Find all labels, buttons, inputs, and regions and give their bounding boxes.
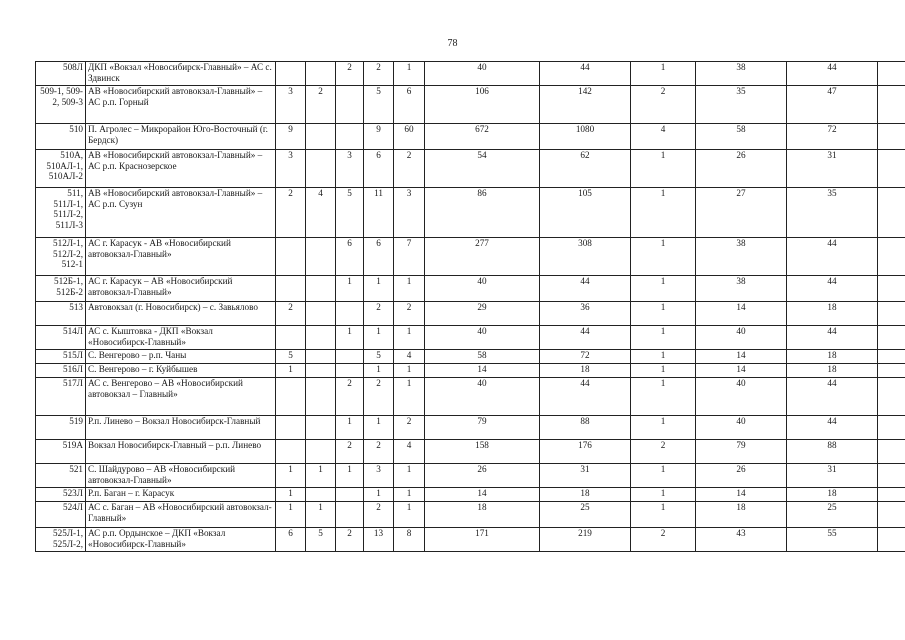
value-cell-c10: 18 — [787, 302, 878, 326]
value-cell-c4: 2 — [364, 502, 394, 528]
value-cell-c1: 6 — [276, 528, 306, 552]
value-cell-c7: 44 — [540, 378, 631, 416]
value-cell-c10: 44 — [787, 326, 878, 350]
value-cell-c1 — [276, 378, 306, 416]
value-cell-c3 — [336, 124, 364, 150]
value-cell-c8: 1 — [631, 62, 696, 86]
route-code-cell: 512Л-1, 512Л-2, 512-1 — [36, 238, 86, 276]
value-cell-c11 — [878, 188, 905, 238]
value-cell-c10: 25 — [787, 502, 878, 528]
value-cell-c2: 2 — [306, 86, 336, 124]
value-cell-c2 — [306, 276, 336, 302]
value-cell-c8: 1 — [631, 326, 696, 350]
table-row — [36, 350, 905, 364]
value-cell-c2: 1 — [306, 502, 336, 528]
value-cell-c9: 40 — [696, 416, 787, 440]
value-cell-c7: 72 — [540, 350, 631, 364]
route-code-cell: 511, 511Л-1, 511Л-2, 511Л-3 — [36, 188, 86, 238]
value-cell-c10: 47 — [787, 86, 878, 124]
route-name-cell: АВ «Новосибирский автовокзал-Главный» – АС р.п. Горный — [86, 86, 276, 124]
value-cell-c10: 88 — [787, 440, 878, 464]
route-name-cell: П. Агролес – Микрорайон Юго-Восточный (г. Бердск) — [86, 124, 276, 150]
value-cell-c3: 3 — [336, 150, 364, 188]
value-cell-c3 — [336, 364, 364, 378]
route-name-cell: АС г. Карасук – АВ «Новосибирский автовокзал-Главный» — [86, 276, 276, 302]
value-cell-c5: 1 — [394, 326, 425, 350]
value-cell-c11 — [878, 440, 905, 464]
value-cell-c11 — [878, 528, 905, 552]
route-code-cell: 519 — [36, 416, 86, 440]
value-cell-c10: 31 — [787, 150, 878, 188]
value-cell-c11 — [878, 62, 905, 86]
value-cell-c1: 5 — [276, 350, 306, 364]
table-row — [36, 364, 905, 378]
value-cell-c8: 1 — [631, 502, 696, 528]
value-cell-c3 — [336, 350, 364, 364]
value-cell-c7: 31 — [540, 464, 631, 488]
value-cell-c6: 40 — [425, 276, 540, 302]
table-row — [36, 150, 905, 188]
route-code-cell: 508Л — [36, 62, 86, 86]
value-cell-c5: 4 — [394, 440, 425, 464]
value-cell-c5: 6 — [394, 86, 425, 124]
value-cell-c4: 2 — [364, 440, 394, 464]
value-cell-c4: 6 — [364, 150, 394, 188]
value-cell-c11 — [878, 350, 905, 364]
route-name-cell: АС р.п. Ордынское – ДКП «Вокзал «Новосибирск-Главный» — [86, 528, 276, 552]
value-cell-c3: 1 — [336, 276, 364, 302]
value-cell-c6: 40 — [425, 62, 540, 86]
value-cell-c2 — [306, 378, 336, 416]
route-code-cell: 521 — [36, 464, 86, 488]
value-cell-c9: 26 — [696, 464, 787, 488]
route-code-cell: 513 — [36, 302, 86, 326]
value-cell-c9: 40 — [696, 378, 787, 416]
value-cell-c9: 14 — [696, 302, 787, 326]
value-cell-c6: 18 — [425, 502, 540, 528]
value-cell-c3: 6 — [336, 238, 364, 276]
route-code-cell: 514Л — [36, 326, 86, 350]
table-row — [36, 238, 905, 276]
value-cell-c2 — [306, 238, 336, 276]
value-cell-c11 — [878, 416, 905, 440]
value-cell-c10: 72 — [787, 124, 878, 150]
value-cell-c4: 2 — [364, 378, 394, 416]
value-cell-c7: 88 — [540, 416, 631, 440]
value-cell-c1: 3 — [276, 86, 306, 124]
route-code-cell: 523Л — [36, 488, 86, 502]
value-cell-c1 — [276, 62, 306, 86]
value-cell-c10: 18 — [787, 364, 878, 378]
route-code-cell: 525Л-1, 525Л-2, — [36, 528, 86, 552]
value-cell-c11 — [878, 502, 905, 528]
value-cell-c3: 2 — [336, 378, 364, 416]
value-cell-c6: 79 — [425, 416, 540, 440]
table-row — [36, 86, 905, 124]
value-cell-c11 — [878, 124, 905, 150]
route-name-cell: С. Венгерово – р.п. Чаны — [86, 350, 276, 364]
value-cell-c2 — [306, 416, 336, 440]
value-cell-c4: 6 — [364, 238, 394, 276]
value-cell-c8: 1 — [631, 302, 696, 326]
value-cell-c9: 27 — [696, 188, 787, 238]
route-name-cell: Р.п. Баган – г. Карасук — [86, 488, 276, 502]
value-cell-c8: 1 — [631, 150, 696, 188]
value-cell-c4: 13 — [364, 528, 394, 552]
value-cell-c7: 176 — [540, 440, 631, 464]
value-cell-c1: 3 — [276, 150, 306, 188]
value-cell-c11 — [878, 276, 905, 302]
value-cell-c9: 38 — [696, 62, 787, 86]
value-cell-c5: 2 — [394, 302, 425, 326]
value-cell-c8: 4 — [631, 124, 696, 150]
value-cell-c3: 1 — [336, 416, 364, 440]
value-cell-c11 — [878, 238, 905, 276]
value-cell-c5: 1 — [394, 364, 425, 378]
value-cell-c10: 44 — [787, 416, 878, 440]
value-cell-c6: 26 — [425, 464, 540, 488]
route-name-cell: Р.п. Линево – Вокзал Новосибирск-Главный — [86, 416, 276, 440]
value-cell-c3 — [336, 86, 364, 124]
value-cell-c6: 672 — [425, 124, 540, 150]
value-cell-c4: 5 — [364, 350, 394, 364]
route-code-cell: 524Л — [36, 502, 86, 528]
value-cell-c6: 58 — [425, 350, 540, 364]
value-cell-c3 — [336, 302, 364, 326]
value-cell-c10: 44 — [787, 276, 878, 302]
value-cell-c7: 44 — [540, 276, 631, 302]
value-cell-c3: 2 — [336, 528, 364, 552]
value-cell-c8: 1 — [631, 350, 696, 364]
value-cell-c7: 36 — [540, 302, 631, 326]
route-code-cell: 519А — [36, 440, 86, 464]
value-cell-c1: 1 — [276, 464, 306, 488]
value-cell-c9: 14 — [696, 488, 787, 502]
value-cell-c2 — [306, 440, 336, 464]
value-cell-c8: 2 — [631, 440, 696, 464]
value-cell-c2: 4 — [306, 188, 336, 238]
value-cell-c5: 2 — [394, 416, 425, 440]
value-cell-c8: 2 — [631, 86, 696, 124]
value-cell-c10: 35 — [787, 188, 878, 238]
value-cell-c7: 18 — [540, 364, 631, 378]
value-cell-c3: 1 — [336, 326, 364, 350]
value-cell-c10: 44 — [787, 378, 878, 416]
value-cell-c1 — [276, 276, 306, 302]
value-cell-c9: 38 — [696, 238, 787, 276]
value-cell-c7: 25 — [540, 502, 631, 528]
value-cell-c5: 1 — [394, 378, 425, 416]
value-cell-c1: 1 — [276, 502, 306, 528]
value-cell-c11 — [878, 302, 905, 326]
value-cell-c9: 14 — [696, 350, 787, 364]
value-cell-c9: 40 — [696, 326, 787, 350]
value-cell-c5: 60 — [394, 124, 425, 150]
value-cell-c4: 1 — [364, 364, 394, 378]
value-cell-c1 — [276, 238, 306, 276]
value-cell-c4: 2 — [364, 302, 394, 326]
value-cell-c4: 1 — [364, 416, 394, 440]
value-cell-c2 — [306, 364, 336, 378]
route-name-cell: ДКП «Вокзал «Новосибирск-Главный» – АС с. Здвинск — [86, 62, 276, 86]
value-cell-c2: 1 — [306, 464, 336, 488]
value-cell-c9: 14 — [696, 364, 787, 378]
value-cell-c10: 31 — [787, 464, 878, 488]
value-cell-c5: 3 — [394, 188, 425, 238]
value-cell-c4: 1 — [364, 326, 394, 350]
value-cell-c7: 308 — [540, 238, 631, 276]
value-cell-c10: 18 — [787, 488, 878, 502]
value-cell-c7: 18 — [540, 488, 631, 502]
value-cell-c2: 5 — [306, 528, 336, 552]
table-row — [36, 464, 905, 488]
value-cell-c2 — [306, 488, 336, 502]
value-cell-c8: 2 — [631, 528, 696, 552]
value-cell-c6: 14 — [425, 488, 540, 502]
value-cell-c5: 4 — [394, 350, 425, 364]
value-cell-c1 — [276, 326, 306, 350]
route-name-cell: АС с. Венгерово – АВ «Новосибирский автовокзал – Главный» — [86, 378, 276, 416]
table-row — [36, 528, 905, 552]
value-cell-c1: 2 — [276, 302, 306, 326]
value-cell-c8: 1 — [631, 188, 696, 238]
table-row — [36, 276, 905, 302]
value-cell-c6: 158 — [425, 440, 540, 464]
value-cell-c4: 2 — [364, 62, 394, 86]
table-row — [36, 416, 905, 440]
route-name-cell: Автовокзал (г. Новосибирск) – с. Завьялово — [86, 302, 276, 326]
table-row — [36, 440, 905, 464]
table-body — [36, 62, 905, 552]
value-cell-c7: 1080 — [540, 124, 631, 150]
routes-table — [35, 61, 905, 552]
value-cell-c11 — [878, 150, 905, 188]
route-name-cell: С. Венгерово – г. Куйбышев — [86, 364, 276, 378]
table-row — [36, 502, 905, 528]
value-cell-c3 — [336, 502, 364, 528]
route-name-cell: С. Шайдурово – АВ «Новосибирский автовокзал-Главный» — [86, 464, 276, 488]
value-cell-c9: 18 — [696, 502, 787, 528]
value-cell-c7: 142 — [540, 86, 631, 124]
value-cell-c6: 54 — [425, 150, 540, 188]
value-cell-c4: 5 — [364, 86, 394, 124]
value-cell-c7: 62 — [540, 150, 631, 188]
value-cell-c2 — [306, 150, 336, 188]
value-cell-c3: 1 — [336, 464, 364, 488]
route-name-cell: АС с. Кыштовка - ДКП «Вокзал «Новосибирск-Главный» — [86, 326, 276, 350]
value-cell-c9: 38 — [696, 276, 787, 302]
value-cell-c7: 219 — [540, 528, 631, 552]
page-number: 78 — [447, 38, 458, 49]
value-cell-c10: 55 — [787, 528, 878, 552]
value-cell-c6: 106 — [425, 86, 540, 124]
value-cell-c8: 1 — [631, 378, 696, 416]
value-cell-c9: 79 — [696, 440, 787, 464]
value-cell-c4: 11 — [364, 188, 394, 238]
value-cell-c6: 277 — [425, 238, 540, 276]
route-name-cell: АС г. Карасук - АВ «Новосибирский автовокзал-Главный» — [86, 238, 276, 276]
value-cell-c11 — [878, 464, 905, 488]
value-cell-c10: 18 — [787, 350, 878, 364]
value-cell-c11 — [878, 378, 905, 416]
value-cell-c11 — [878, 364, 905, 378]
value-cell-c9: 43 — [696, 528, 787, 552]
value-cell-c5: 1 — [394, 276, 425, 302]
value-cell-c11 — [878, 488, 905, 502]
route-code-cell: 512Б-1, 512Б-2 — [36, 276, 86, 302]
value-cell-c11 — [878, 86, 905, 124]
value-cell-c10: 44 — [787, 238, 878, 276]
route-name-cell: Вокзал Новосибирск-Главный – р.п. Линево — [86, 440, 276, 464]
value-cell-c1: 1 — [276, 364, 306, 378]
value-cell-c2 — [306, 124, 336, 150]
value-cell-c6: 40 — [425, 378, 540, 416]
value-cell-c9: 26 — [696, 150, 787, 188]
value-cell-c2 — [306, 326, 336, 350]
value-cell-c9: 58 — [696, 124, 787, 150]
route-name-cell: АВ «Новосибирский автовокзал-Главный» – АС р.п. Краснозерское — [86, 150, 276, 188]
value-cell-c2 — [306, 62, 336, 86]
value-cell-c4: 1 — [364, 276, 394, 302]
value-cell-c5: 1 — [394, 502, 425, 528]
table-row — [36, 124, 905, 150]
value-cell-c3: 5 — [336, 188, 364, 238]
value-cell-c8: 1 — [631, 416, 696, 440]
value-cell-c5: 8 — [394, 528, 425, 552]
value-cell-c5: 7 — [394, 238, 425, 276]
value-cell-c6: 29 — [425, 302, 540, 326]
value-cell-c8: 1 — [631, 238, 696, 276]
route-name-cell: АВ «Новосибирский автовокзал-Главный» – АС р.п. Сузун — [86, 188, 276, 238]
value-cell-c6: 40 — [425, 326, 540, 350]
value-cell-c4: 9 — [364, 124, 394, 150]
value-cell-c6: 14 — [425, 364, 540, 378]
value-cell-c11 — [878, 326, 905, 350]
value-cell-c4: 3 — [364, 464, 394, 488]
route-code-cell: 516Л — [36, 364, 86, 378]
table-row — [36, 488, 905, 502]
value-cell-c1 — [276, 416, 306, 440]
value-cell-c2 — [306, 302, 336, 326]
route-code-cell: 515Л — [36, 350, 86, 364]
value-cell-c5: 2 — [394, 150, 425, 188]
value-cell-c1 — [276, 440, 306, 464]
value-cell-c6: 86 — [425, 188, 540, 238]
route-code-cell: 517Л — [36, 378, 86, 416]
value-cell-c1: 1 — [276, 488, 306, 502]
table-row — [36, 326, 905, 350]
value-cell-c10: 44 — [787, 62, 878, 86]
value-cell-c7: 105 — [540, 188, 631, 238]
route-code-cell: 510 — [36, 124, 86, 150]
value-cell-c4: 1 — [364, 488, 394, 502]
value-cell-c7: 44 — [540, 326, 631, 350]
value-cell-c3: 2 — [336, 62, 364, 86]
value-cell-c6: 171 — [425, 528, 540, 552]
value-cell-c2 — [306, 350, 336, 364]
table-row — [36, 188, 905, 238]
table-row — [36, 62, 905, 86]
value-cell-c3 — [336, 488, 364, 502]
value-cell-c5: 1 — [394, 62, 425, 86]
value-cell-c3: 2 — [336, 440, 364, 464]
value-cell-c7: 44 — [540, 62, 631, 86]
route-code-cell: 510А, 510АЛ-1, 510АЛ-2 — [36, 150, 86, 188]
value-cell-c8: 1 — [631, 488, 696, 502]
value-cell-c1: 2 — [276, 188, 306, 238]
value-cell-c5: 1 — [394, 488, 425, 502]
route-code-cell: 509-1, 509-2, 509-3 — [36, 86, 86, 124]
value-cell-c5: 1 — [394, 464, 425, 488]
value-cell-c1: 9 — [276, 124, 306, 150]
table-row — [36, 302, 905, 326]
value-cell-c8: 1 — [631, 364, 696, 378]
value-cell-c8: 1 — [631, 276, 696, 302]
value-cell-c9: 35 — [696, 86, 787, 124]
table-row — [36, 378, 905, 416]
value-cell-c8: 1 — [631, 464, 696, 488]
route-name-cell: АС с. Баган – АВ «Новосибирский автовокзал-Главный» — [86, 502, 276, 528]
